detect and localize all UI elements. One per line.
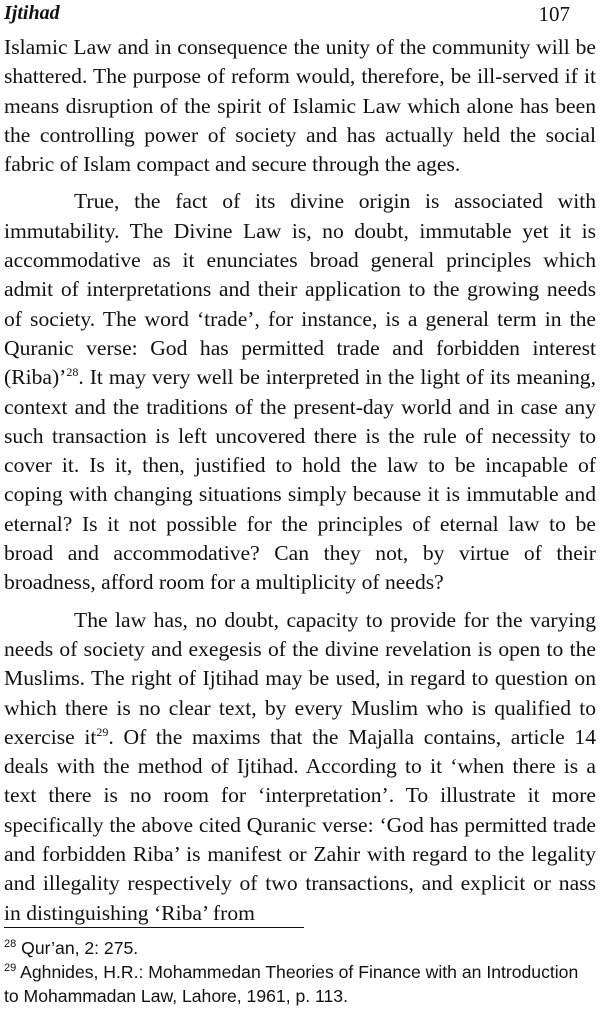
- paragraph-3-text-a: The law has, no doubt, capacity to provide for the varying needs of society and exegesis of the divine revelation is open to the Muslims. The right of Ijtihad may be used, in regard to question on which there is no clear text, by every Muslim who is qualified to exercise it: [4, 607, 596, 749]
- paragraph-2-text-b: . It may very well be interpreted in the light of its meaning, context and the traditions of the present-day world and in case any such transaction is left uncovered there is the rule of necessity to cover it. Is it, then, justified to hold the law to be incapable of coping with changing situations simply because it is immutable and eternal? Is it not possible for the principles of eternal law to be broad and accommodative? Can they not, by virtue of their broadness, afford room for a multiplicity of needs?: [4, 365, 596, 595]
- footnote-29: [4, 960, 596, 1008]
- footnote-divider: [4, 927, 304, 928]
- footnotes: [4, 936, 596, 1008]
- body-text: [4, 33, 596, 928]
- paragraph-2: [4, 187, 596, 597]
- footnote-ref-28[interactable]: 28: [66, 365, 79, 380]
- footnote-number: 28: [4, 938, 17, 951]
- page-number: 107: [538, 2, 570, 26]
- footnote-text: Aghnides, H.R.: Mohammedan Theories of Finance with an Introduction to Mohammadan Law, Lahore, 1961, p. 113.: [4, 962, 579, 1006]
- footnote-28: [4, 936, 596, 960]
- footnote-ref-29[interactable]: 29: [96, 724, 109, 739]
- running-head: Ijtihad: [4, 2, 60, 24]
- paragraph-2-text-a: True, the fact of its divine origin is associated with immutability. The Divine Law is, no doubt, immutable yet it is accommodative as it enunciates broad general principles which admit of interpretations and their application to the growing needs of society. The word ‘trade’, for instance, is a general term in the Quranic verse: God has permitted trade and forbidden interest (Riba)’: [4, 189, 596, 390]
- paragraph-3-text-b: . Of the maxims that the Majalla contains, article 14 deals with the method of Ijtihad. According to it ‘when there is a text there is no room for ‘interpretation’. To illustrate it more specifically the above cited Quranic verse: ‘God has permitted trade and forbidden Riba’ is manifest or Zahir with regard to the legality and illegality respectively of two transactions, and explicit or nass in distinguishing ‘Riba’ from: [4, 724, 596, 925]
- paragraph-3: [4, 606, 596, 928]
- footnote-number: 29: [4, 962, 17, 975]
- footnote-text: Qur’an, 2: 275.: [16, 938, 139, 958]
- page-header: [4, 2, 570, 28]
- paragraph-1: Islamic Law and in consequence the unity of the community will be shattered. The purpose of reform would, therefore, be ill-served if it means disruption of the spirit of Islamic Law which alone has been the controlling power of society and has actually held the social fabric of Islam compact and secure through the ages.: [4, 35, 596, 177]
